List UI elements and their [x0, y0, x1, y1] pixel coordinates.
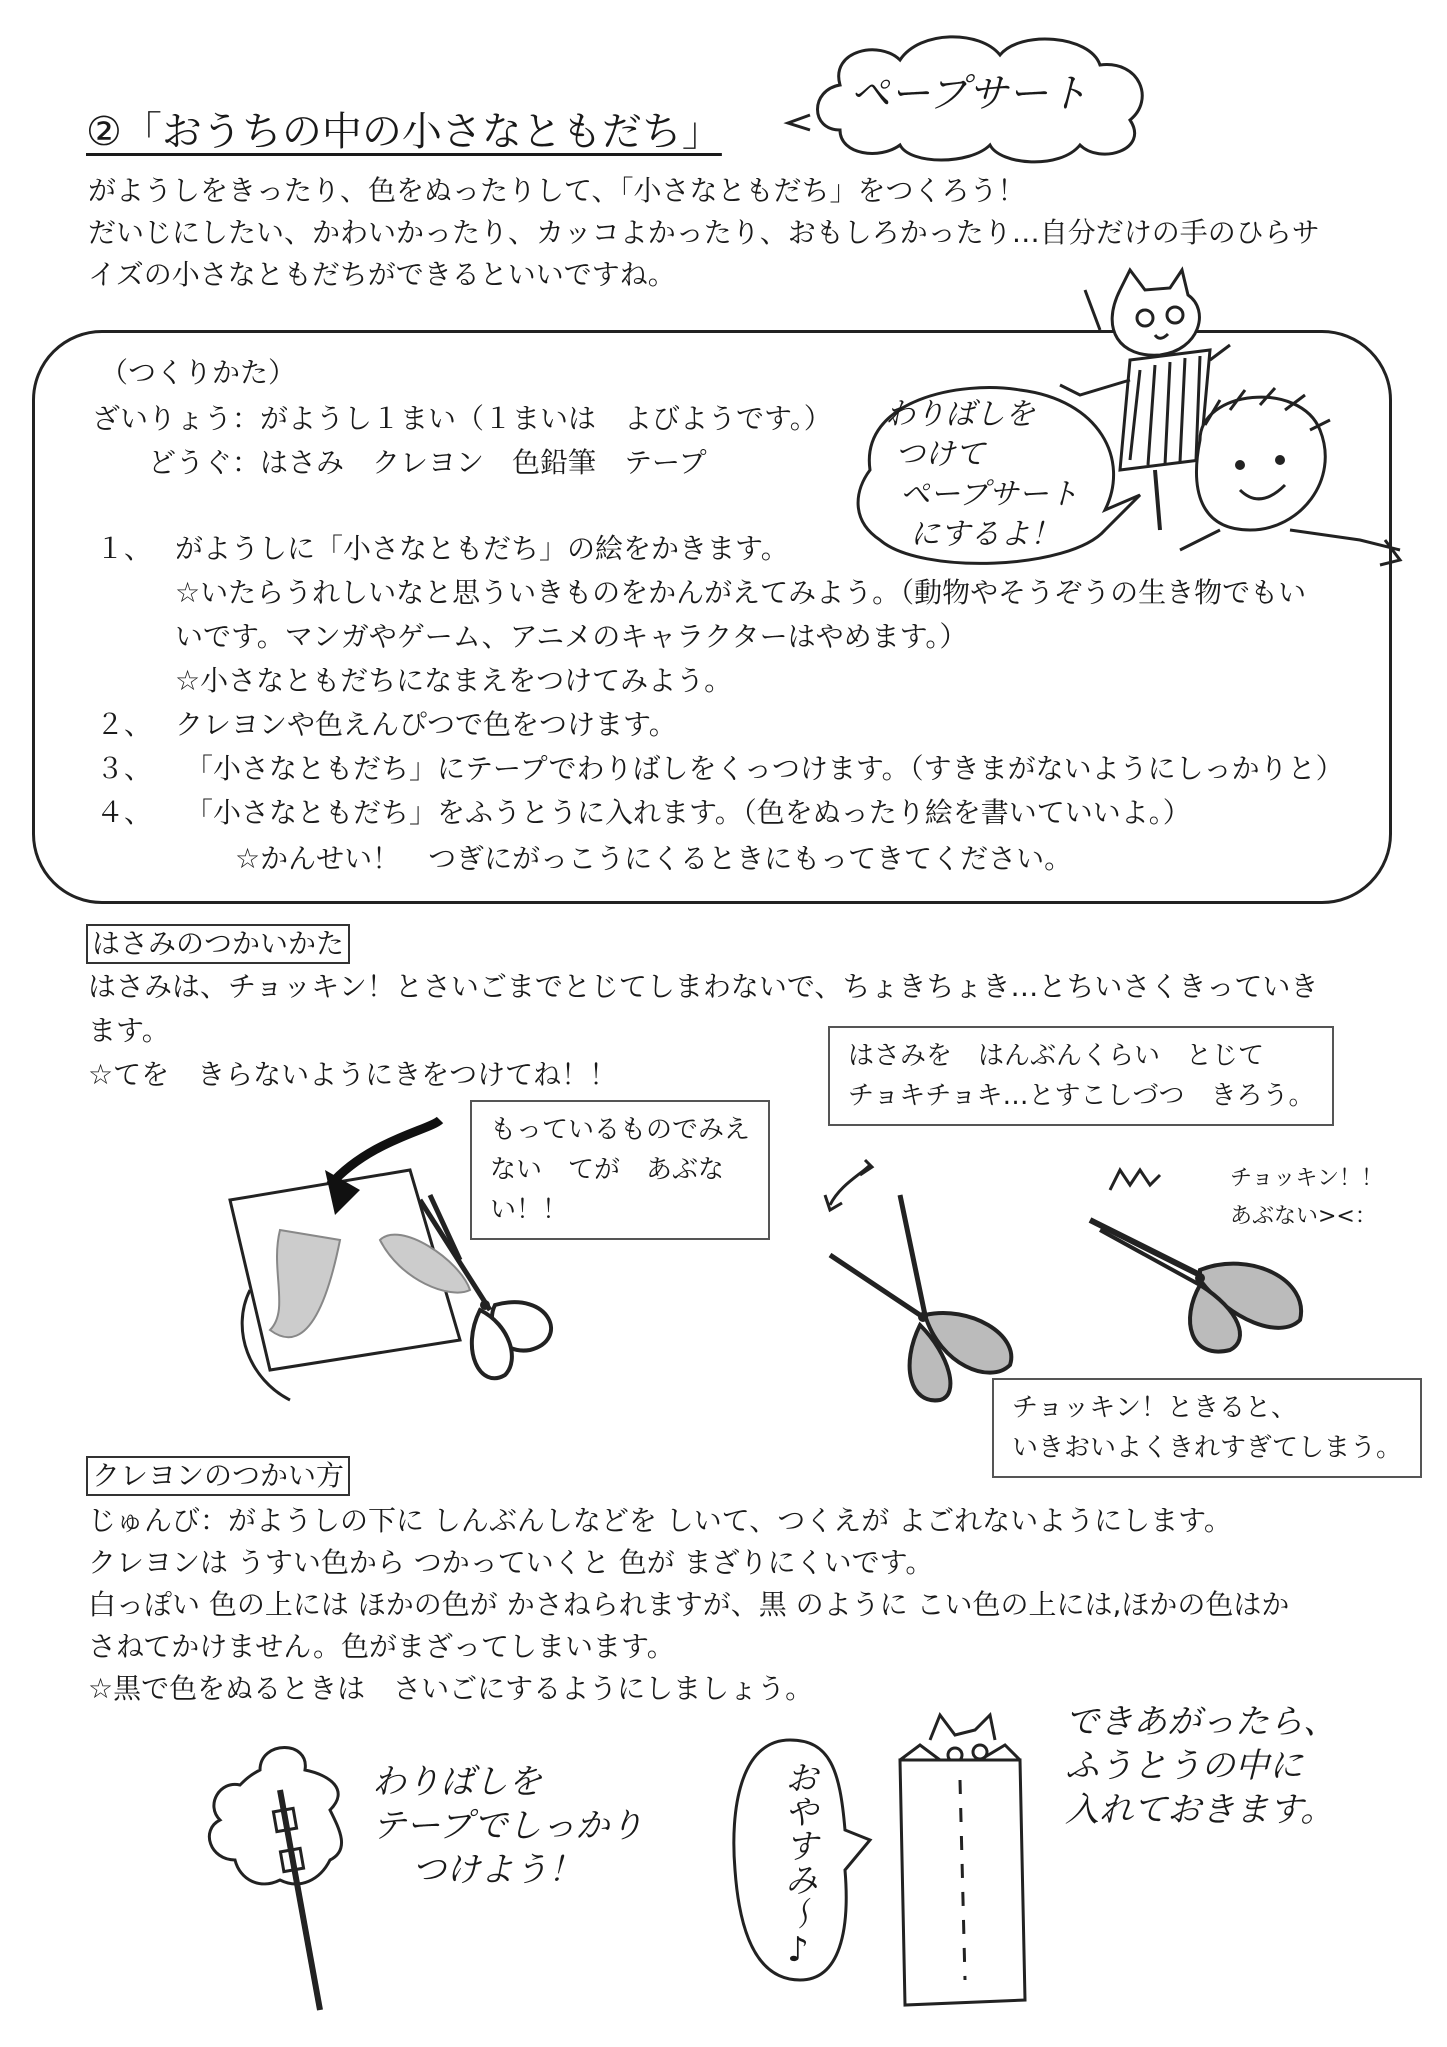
child-drawing: [1160, 390, 1410, 590]
speech-bubble-top-text: [885, 395, 1079, 555]
step-3-number: ３、: [96, 752, 153, 785]
oyasumi-text: おやすみ〜♪: [778, 1760, 818, 1970]
scissors-section-label: はさみのつかいかた: [86, 924, 350, 964]
scissors-half-open-drawing: [820, 1165, 1050, 1405]
intro-line-3: イズの小さなともだちができるといいですね。: [88, 258, 676, 291]
step-1-note-2: いです。マンガやゲーム、アニメのキャラクターはやめます。）: [175, 620, 968, 653]
note-cut-line-2: いきおいよくきれすぎてしまう。: [1012, 1433, 1403, 1463]
crayon-line-2: クレヨンは うすい色から つかっていくと 色が まざりにくいです。: [88, 1546, 934, 1579]
stick-note-line-3: つけよう！: [412, 1850, 582, 1890]
step-1-text: がようしに「小さなともだち」の絵をかきます。: [175, 532, 789, 565]
stick-note: [372, 1760, 643, 1892]
step-1-note-1: ☆いたらうれしいなと思ういきものをかんがえてみよう。（動物やそうぞうの生き物でもい: [175, 576, 1307, 609]
envelope-note-line-3: 入れておきます。: [1065, 1790, 1335, 1830]
envelope-note: [1065, 1700, 1337, 1832]
bubble-line-2: つけて: [895, 437, 985, 472]
scissors-closed-drawing: [1080, 1170, 1330, 1380]
bubble-line-1: わりばしを: [885, 397, 1035, 432]
step-3-text: 「小さなともだち」にテープでわりばしをくっつけます。（すきまがないようにしっかりと）: [185, 752, 1344, 785]
scissors-line-3: ☆てを きらないようにきをつけてね！！: [88, 1058, 618, 1091]
note-hold-line-1: もっているものでみえ: [490, 1115, 751, 1145]
step-4-text: 「小さなともだち」をふうとうに入れます。（色をぬったり絵を書いていいよ。）: [185, 796, 1191, 829]
stick-note-line-1: わりばしを: [372, 1762, 542, 1802]
note-half-box: [828, 1026, 1334, 1126]
crayon-line-1: じゅんび：がようしの下に しんぶんしなどを しいて、つくえが よごれないようにします。: [88, 1504, 1232, 1537]
crayon-line-4: さねてかけません。色がまざってしまいます。: [88, 1630, 675, 1663]
step-1-number: １、: [96, 532, 153, 565]
chokkin-line-1: チョッキン！！: [1230, 1166, 1384, 1191]
bubble-line-3: ペープサート: [900, 477, 1079, 512]
cloud-label: ペープサート: [850, 71, 1088, 117]
scissors-line-1: はさみは、チョッキン！とさいごまでとじてしまわないで、ちょきちょき…とちいさくきっていき: [88, 970, 1319, 1003]
crayon-section-label: クレヨンのつかい方: [86, 1456, 350, 1496]
envelope-note-line-1: できあがったら、: [1065, 1702, 1337, 1742]
stick-note-line-2: テープでしっかり: [372, 1806, 644, 1846]
crayon-line-3: 白っぽい 色の上には ほかの色が かさねられますが、黒 のように こい色の上には,ほかの色はか: [88, 1588, 1290, 1621]
intro-line-1: がようしをきったり、色をぬったりして、「小さなともだち」をつくろう！: [88, 174, 1026, 207]
puppet-on-stick-drawing: [200, 1750, 350, 2010]
done-text: ☆かんせい！ つぎにがっこうにくるときにもってきてください。: [235, 842, 1073, 875]
tools-text: どうぐ：はさみ クレヨン 色鉛筆 テープ: [148, 446, 707, 479]
step-1-note-3: ☆小さなともだちになまえをつけてみよう。: [175, 664, 733, 697]
step-2-text: クレヨンや色えんぴつで色をつけます。: [175, 708, 677, 741]
note-cut-line-1: チョッキン！ときると、: [1012, 1393, 1297, 1423]
bubble-line-4: にするよ！: [910, 517, 1060, 552]
step-2-number: ２、: [96, 708, 153, 741]
note-hold-line-3: い！！: [490, 1195, 569, 1225]
intro-line-2: だいじにしたい、かわいかったり、カッコよかったり、おもしろかったり…自分だけの手のひらサ: [88, 216, 1320, 249]
note-cut-box: [992, 1378, 1422, 1478]
envelope-drawing: [880, 1700, 1040, 2010]
crayon-line-5: ☆黒で色をぬるときは さいごにするようにしましょう。: [88, 1672, 814, 1705]
scissors-line-2: ます。: [88, 1014, 170, 1047]
howto-heading: （つくりかた）: [100, 356, 297, 389]
page-title: ②「おうちの中の小さなともだち」: [86, 109, 722, 155]
chokkin-line-2: あぶない><：: [1230, 1204, 1377, 1229]
scissors-hand-drawing: [230, 1110, 590, 1400]
envelope-note-line-2: ふうとうの中に: [1065, 1746, 1303, 1786]
note-half-line-2: チョキチョキ…とすこしづつ きろう。: [848, 1081, 1315, 1111]
note-half-line-1: はさみを はんぶんくらい とじて: [848, 1041, 1265, 1071]
step-4-number: ４、: [96, 796, 153, 829]
materials-text: ざいりょう：がようし１まい（１まいは よびようです。）: [92, 402, 832, 435]
note-hold-line-2: ない てが あぶな: [490, 1155, 725, 1185]
